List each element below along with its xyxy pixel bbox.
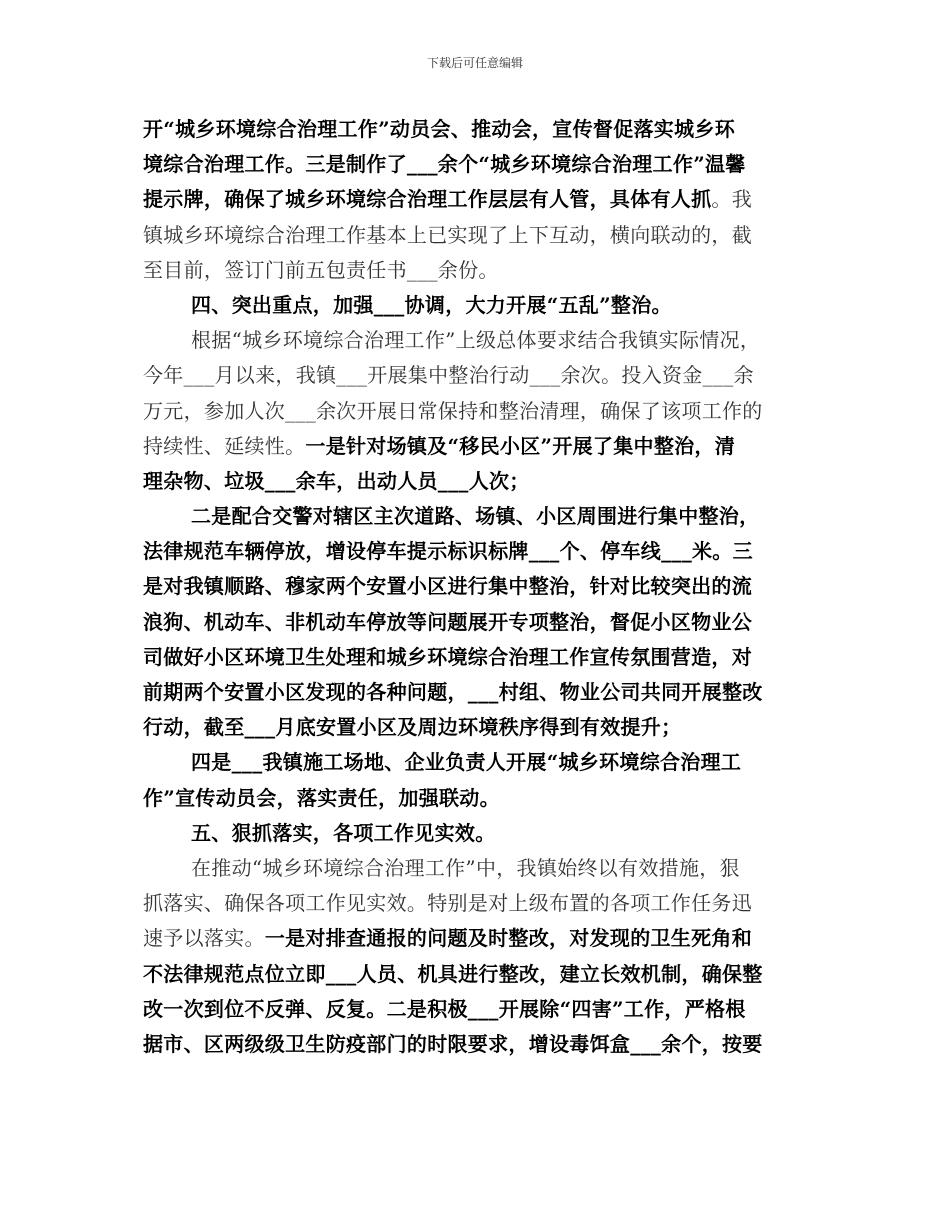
bold-text: 四是___我镇施工场地、企业负责人开展“城乡环境综合治理工 [191,750,742,775]
text-line [143,358,811,393]
text-line [143,640,811,675]
text-line [143,781,811,816]
regular-text: 持续性、延续性。 [143,433,306,458]
text-line [143,429,811,464]
bold-text: 据市、区两级级卫生防疫部门的时限要求，增设毒饵盒___余个，按要 [143,1031,763,1056]
regular-text: 镇城乡环境综合治理工作基本上已实现了上下互动，横向联动的，截 [143,222,752,247]
text-line [143,147,811,182]
text-line [143,182,811,217]
text-line [143,569,811,604]
text-line [143,886,811,921]
regular-text: 速予以落实。 [143,926,265,951]
text-line [143,253,811,288]
bold-text: 司做好小区环境卫生处理和城乡环境综合治理工作宣传氛围营造，对 [143,644,752,669]
bold-text: 一是对排查通报的问题及时整改，对发现的卫生死角和 [264,926,753,951]
text-line [143,710,811,745]
text-line [143,464,811,499]
bold-text: 二是配合交警对辖区主次道路、场镇、小区周围进行集中整治， [191,504,760,529]
text-line [143,112,811,147]
bold-text: 行动，截至___月底安置小区及周边环境秩序得到有效提升； [143,715,682,740]
bold-text: 浪狗、机动车、非机动车停放等问题展开专项整治，督促小区物业公 [143,609,752,634]
bold-text: 五、狠抓落实，各项工作见实效。 [191,820,496,845]
regular-text: 抓落实、确保各项工作见实效。特别是对上级布置的各项工作任务迅 [143,891,752,916]
text-line [143,992,811,1027]
bold-text: 四、突出重点，加强___协调，大力开展“五乱”整治。 [191,292,672,317]
regular-text: 。我 [711,187,753,212]
text-line [143,394,811,429]
bold-text: 境综合治理工作。三是制作了___余个“城乡环境综合治理工作”温馨 [143,152,746,177]
regular-text: 根据“城乡环境综合治理工作”上级总体要求结合我镇实际情况， [191,328,761,353]
text-line [143,851,811,886]
text-line [143,288,811,323]
regular-text: 至目前，签订门前五包责任书___余份。 [143,257,499,282]
bold-text: 不法律规范点位立即___人员、机具进行整改，建立长效机制，确保整 [143,961,763,986]
regular-text: 今年___月以来，我镇___开展集中整治行动___余次。投入资金___余 [143,363,754,388]
bold-text: 提示牌，确保了城乡环境综合治理工作层层有人管，具体有人抓 [143,187,712,212]
text-line [143,499,811,534]
bold-text: 开“城乡环境综合治理工作”动员会、推动会，宣传督促落实城乡环 [143,117,736,141]
regular-text: 万元，参加人次___余次开展日常保持和整治清理，确保了该项工作的 [143,398,763,423]
text-line [143,921,811,956]
text-line [143,816,811,851]
text-line [143,218,811,253]
text-line [143,534,811,569]
bold-text: 理杂物、垃圾___余车，出动人员___人次； [143,468,530,493]
text-line [143,1027,811,1062]
text-line [143,675,811,710]
text-line [143,957,811,992]
bold-text: 前期两个安置小区发现的各种问题，___村组、物业公司共同开展整改 [143,680,763,704]
bold-text: 改一次到位不反弹、反复。二是积极___开展除“四害”工作，严格根 [143,996,746,1021]
bold-text: 是对我镇顺路、穆家两个安置小区进行集中整治，针对比较突出的流 [143,574,752,599]
text-line [143,605,811,640]
bold-text: 作”宣传动员会，落实责任，加强联动。 [143,785,500,810]
text-line [143,745,811,780]
bold-text: 一是针对场镇及“移民小区”开展了集中整治，清 [305,433,736,458]
page-header: 下载后可任意编辑 [426,56,523,70]
text-line [143,323,811,358]
bold-text: 法律规范车辆停放，增设停车提示标识标牌___个、停车线___米。三 [143,539,753,564]
document-body [143,112,811,1062]
regular-text: 在推动“城乡环境综合治理工作”中，我镇始终以有效措施，狠 [191,855,740,880]
